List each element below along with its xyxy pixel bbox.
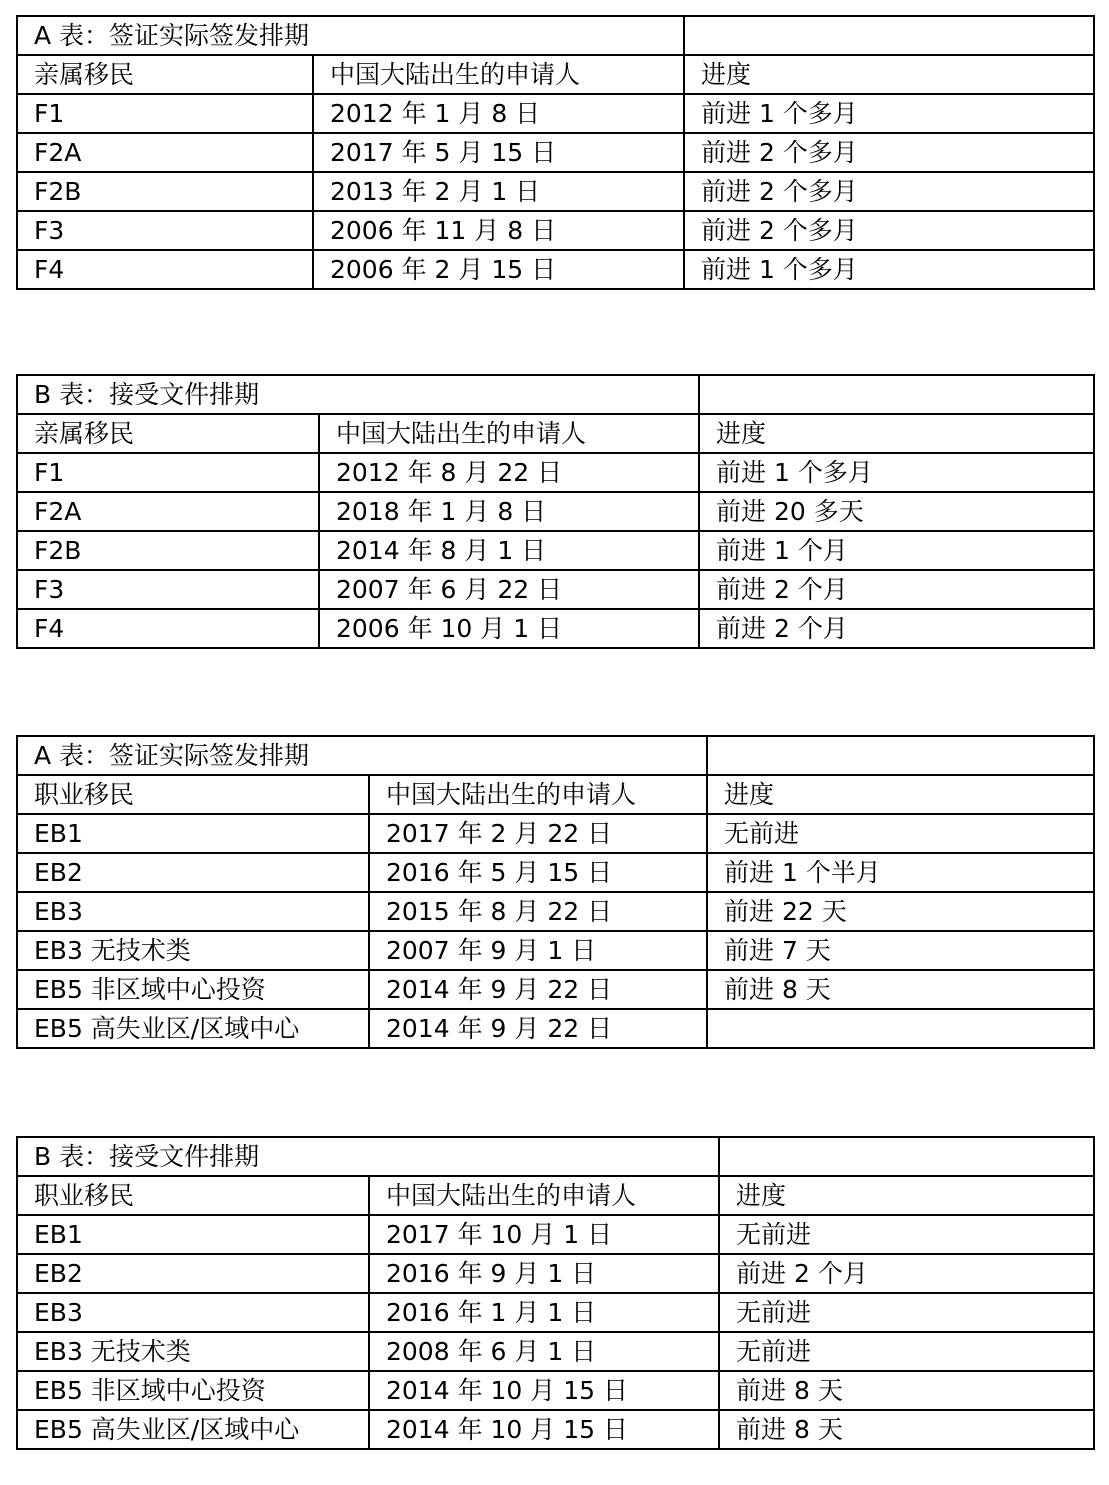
table-row bbox=[17, 892, 1094, 931]
table-row bbox=[17, 211, 1094, 250]
table-title: B 表：接受文件排期 bbox=[17, 375, 699, 414]
family-visa-final-action-table bbox=[16, 15, 1095, 290]
category-cell: F1 bbox=[17, 94, 313, 133]
progress-cell: 前进 2 个月 bbox=[699, 570, 1094, 609]
column-header-category: 职业移民 bbox=[17, 1176, 369, 1215]
table-row bbox=[17, 1215, 1094, 1254]
date-cell: 2014 年 10 月 15 日 bbox=[369, 1371, 719, 1410]
table-title-row bbox=[17, 375, 1094, 414]
date-cell: 2014 年 10 月 15 日 bbox=[369, 1410, 719, 1449]
employment-visa-final-action-table bbox=[16, 735, 1095, 1049]
category-cell: EB3 bbox=[17, 892, 369, 931]
table-row bbox=[17, 609, 1094, 648]
category-cell: F2A bbox=[17, 133, 313, 172]
progress-cell: 前进 1 个多月 bbox=[699, 453, 1094, 492]
table-header-row bbox=[17, 55, 1094, 94]
table-title-row bbox=[17, 736, 1094, 775]
category-cell: F4 bbox=[17, 609, 319, 648]
column-header-date: 中国大陆出生的申请人 bbox=[313, 55, 684, 94]
table-header-row bbox=[17, 775, 1094, 814]
date-cell: 2018 年 1 月 8 日 bbox=[319, 492, 699, 531]
table-title: A 表：签证实际签发排期 bbox=[17, 16, 684, 55]
category-cell: EB2 bbox=[17, 1254, 369, 1293]
date-cell: 2006 年 11 月 8 日 bbox=[313, 211, 684, 250]
table-row bbox=[17, 1293, 1094, 1332]
empty-cell bbox=[719, 1137, 1094, 1176]
category-cell: EB5 高失业区/区域中心 bbox=[17, 1009, 369, 1048]
category-cell: EB1 bbox=[17, 1215, 369, 1254]
empty-cell bbox=[684, 16, 1094, 55]
table-header-row bbox=[17, 414, 1094, 453]
progress-cell: 前进 2 个多月 bbox=[684, 133, 1094, 172]
column-header-category: 亲属移民 bbox=[17, 414, 319, 453]
category-cell: F2B bbox=[17, 531, 319, 570]
table-row bbox=[17, 1254, 1094, 1293]
column-header-progress: 进度 bbox=[707, 775, 1094, 814]
table-row bbox=[17, 1332, 1094, 1371]
progress-cell: 无前进 bbox=[719, 1215, 1094, 1254]
table-row bbox=[17, 94, 1094, 133]
progress-cell: 前进 20 多天 bbox=[699, 492, 1094, 531]
family-dates-for-filing-table bbox=[16, 374, 1095, 649]
date-cell: 2017 年 10 月 1 日 bbox=[369, 1215, 719, 1254]
date-cell: 2013 年 2 月 1 日 bbox=[313, 172, 684, 211]
progress-cell: 前进 22 天 bbox=[707, 892, 1094, 931]
progress-cell: 前进 2 个月 bbox=[719, 1254, 1094, 1293]
date-cell: 2016 年 1 月 1 日 bbox=[369, 1293, 719, 1332]
progress-cell: 前进 7 天 bbox=[707, 931, 1094, 970]
table-title: A 表：签证实际签发排期 bbox=[17, 736, 707, 775]
table-row bbox=[17, 970, 1094, 1009]
table-title-row bbox=[17, 16, 1094, 55]
category-cell: EB3 bbox=[17, 1293, 369, 1332]
progress-cell: 前进 1 个月 bbox=[699, 531, 1094, 570]
progress-cell: 前进 2 个月 bbox=[699, 609, 1094, 648]
progress-cell: 无前进 bbox=[707, 814, 1094, 853]
table-header-row bbox=[17, 1176, 1094, 1215]
table-row bbox=[17, 531, 1094, 570]
column-header-progress: 进度 bbox=[684, 55, 1094, 94]
date-cell: 2006 年 10 月 1 日 bbox=[319, 609, 699, 648]
column-header-date: 中国大陆出生的申请人 bbox=[369, 775, 707, 814]
progress-cell: 前进 8 天 bbox=[719, 1371, 1094, 1410]
category-cell: EB2 bbox=[17, 853, 369, 892]
date-cell: 2016 年 9 月 1 日 bbox=[369, 1254, 719, 1293]
category-cell: F2A bbox=[17, 492, 319, 531]
category-cell: EB1 bbox=[17, 814, 369, 853]
column-header-progress: 进度 bbox=[699, 414, 1094, 453]
column-header-category: 职业移民 bbox=[17, 775, 369, 814]
category-cell: EB5 非区域中心投资 bbox=[17, 970, 369, 1009]
date-cell: 2014 年 9 月 22 日 bbox=[369, 970, 707, 1009]
progress-cell: 无前进 bbox=[719, 1293, 1094, 1332]
empty-cell bbox=[699, 375, 1094, 414]
progress-cell: 前进 1 个半月 bbox=[707, 853, 1094, 892]
progress-cell bbox=[707, 1009, 1094, 1048]
category-cell: F4 bbox=[17, 250, 313, 289]
date-cell: 2017 年 5 月 15 日 bbox=[313, 133, 684, 172]
table-row bbox=[17, 931, 1094, 970]
table-row bbox=[17, 1371, 1094, 1410]
date-cell: 2008 年 6 月 1 日 bbox=[369, 1332, 719, 1371]
table-row bbox=[17, 492, 1094, 531]
table-row bbox=[17, 853, 1094, 892]
progress-cell: 前进 2 个多月 bbox=[684, 172, 1094, 211]
date-cell: 2017 年 2 月 22 日 bbox=[369, 814, 707, 853]
table-row bbox=[17, 814, 1094, 853]
table-row bbox=[17, 1410, 1094, 1449]
progress-cell: 前进 1 个多月 bbox=[684, 250, 1094, 289]
table-title: B 表：接受文件排期 bbox=[17, 1137, 719, 1176]
category-cell: EB3 无技术类 bbox=[17, 931, 369, 970]
date-cell: 2016 年 5 月 15 日 bbox=[369, 853, 707, 892]
column-header-category: 亲属移民 bbox=[17, 55, 313, 94]
table-row bbox=[17, 453, 1094, 492]
category-cell: EB3 无技术类 bbox=[17, 1332, 369, 1371]
date-cell: 2015 年 8 月 22 日 bbox=[369, 892, 707, 931]
date-cell: 2012 年 1 月 8 日 bbox=[313, 94, 684, 133]
progress-cell: 前进 8 天 bbox=[707, 970, 1094, 1009]
progress-cell: 前进 8 天 bbox=[719, 1410, 1094, 1449]
category-cell: F2B bbox=[17, 172, 313, 211]
category-cell: EB5 高失业区/区域中心 bbox=[17, 1410, 369, 1449]
column-header-date: 中国大陆出生的申请人 bbox=[369, 1176, 719, 1215]
column-header-progress: 进度 bbox=[719, 1176, 1094, 1215]
date-cell: 2006 年 2 月 15 日 bbox=[313, 250, 684, 289]
table-row bbox=[17, 133, 1094, 172]
empty-cell bbox=[707, 736, 1094, 775]
date-cell: 2007 年 6 月 22 日 bbox=[319, 570, 699, 609]
date-cell: 2014 年 8 月 1 日 bbox=[319, 531, 699, 570]
progress-cell: 前进 2 个多月 bbox=[684, 211, 1094, 250]
employment-dates-for-filing-table bbox=[16, 1136, 1095, 1450]
table-row bbox=[17, 250, 1094, 289]
category-cell: F1 bbox=[17, 453, 319, 492]
progress-cell: 无前进 bbox=[719, 1332, 1094, 1371]
table-row bbox=[17, 570, 1094, 609]
date-cell: 2014 年 9 月 22 日 bbox=[369, 1009, 707, 1048]
category-cell: F3 bbox=[17, 570, 319, 609]
column-header-date: 中国大陆出生的申请人 bbox=[319, 414, 699, 453]
date-cell: 2012 年 8 月 22 日 bbox=[319, 453, 699, 492]
table-row bbox=[17, 172, 1094, 211]
table-title-row bbox=[17, 1137, 1094, 1176]
category-cell: F3 bbox=[17, 211, 313, 250]
date-cell: 2007 年 9 月 1 日 bbox=[369, 931, 707, 970]
progress-cell: 前进 1 个多月 bbox=[684, 94, 1094, 133]
table-row bbox=[17, 1009, 1094, 1048]
category-cell: EB5 非区域中心投资 bbox=[17, 1371, 369, 1410]
